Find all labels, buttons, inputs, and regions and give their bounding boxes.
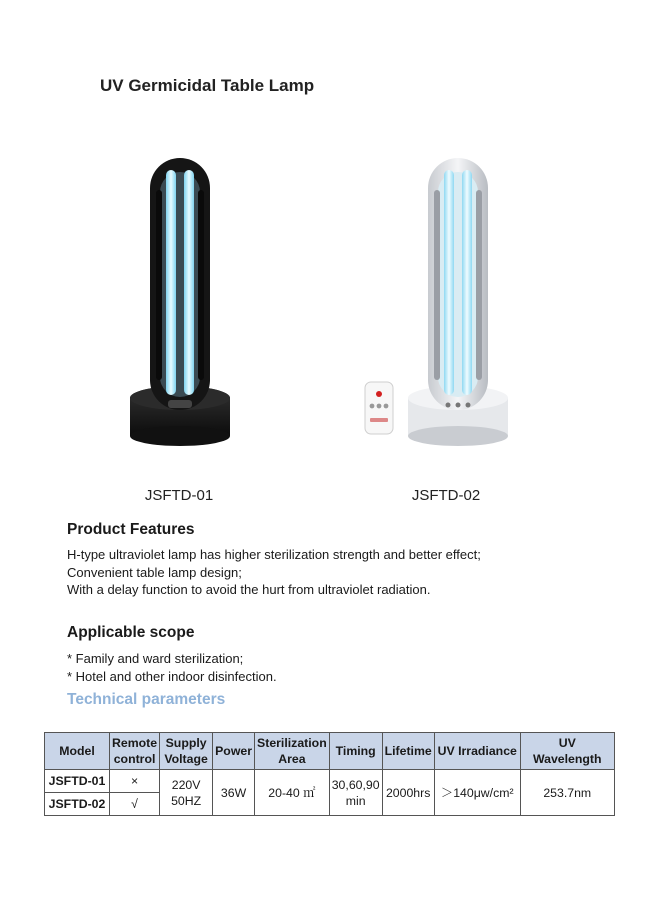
header-sterilization: Sterilization Area	[255, 733, 330, 770]
caption-jsftd-01: JSFTD-01	[144, 487, 214, 504]
scope-line: * Family and ward sterilization;	[67, 651, 244, 666]
lamp-silver-image	[355, 150, 525, 450]
cell-timing: 30,60,90 min	[329, 770, 382, 816]
scope-text	[67, 650, 277, 685]
table-header-row	[45, 733, 615, 770]
cell-sterilization: 20-40 ㎡	[255, 770, 330, 816]
features-heading: Product Features	[67, 521, 195, 538]
header-wavelength: UV Wavelength	[520, 733, 614, 770]
tech-params-table	[44, 732, 615, 816]
table-row	[45, 770, 615, 793]
scope-line: * Hotel and other indoor disinfection.	[67, 668, 277, 684]
cell-model: JSFTD-01	[45, 770, 110, 793]
header-timing: Timing	[329, 733, 382, 770]
lamp-black-image	[120, 150, 240, 450]
header-model: Model	[45, 733, 110, 770]
header-irradiance: UV Irradiance	[434, 733, 520, 770]
cell-irradiance: ＞140μw/cm²	[434, 770, 520, 816]
cell-model: JSFTD-02	[45, 793, 110, 816]
header-remote: Remote control	[110, 733, 160, 770]
header-lifetime: Lifetime	[382, 733, 434, 770]
feature-line: H-type ultraviolet lamp has higher sterilization strength and better effect;	[67, 547, 481, 562]
cell-remote: ×	[110, 770, 160, 793]
cell-supply: 220V 50HZ	[160, 770, 213, 816]
scope-heading: Applicable scope	[67, 624, 195, 641]
page-title: UV Germicidal Table Lamp	[100, 76, 315, 95]
tech-heading: Technical parameters	[67, 691, 226, 708]
cell-lifetime: 2000hrs	[382, 770, 434, 816]
feature-line: Convenient table lamp design;	[67, 564, 242, 580]
cell-power: 36W	[213, 770, 255, 816]
features-text	[67, 546, 481, 599]
cell-wavelength: 253.7nm	[520, 770, 614, 816]
cell-remote: √	[110, 793, 160, 816]
header-supply: Supply Voltage	[160, 733, 213, 770]
caption-jsftd-02: JSFTD-02	[411, 487, 481, 504]
feature-line: With a delay function to avoid the hurt from ultraviolet radiation.	[67, 582, 431, 597]
header-power: Power	[213, 733, 255, 770]
